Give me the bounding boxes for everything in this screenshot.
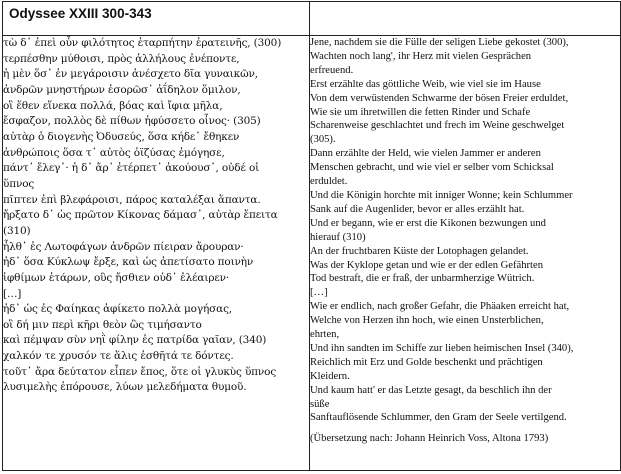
german-verse-line: An der fruchtbaren Küste der Lotophagen gelandet. xyxy=(310,245,529,257)
greek-verse-line: ἡ μὲν ὅσ᾽ ἐν μεγάροισιν ἀνέσχετο δῖα γυναικῶν, xyxy=(3,68,258,81)
german-verse-line: Wachten noch lang', ihr Herz mit vielen Gesprächen xyxy=(310,50,532,62)
document-table xyxy=(2,1,621,471)
greek-verse-line: πῖπτεν ἐπὶ βλεφάροισι, πάρος καταλέξαι ἅπαντα. xyxy=(3,193,261,206)
german-verse-line: Sank auf die Augenlider, bevor er alles erzählt hat. xyxy=(310,203,525,215)
greek-verse-line: τερπέσθην μύθοισι, πρὸς ἀλλήλους ἐνέποντε, xyxy=(3,52,240,65)
german-verse-line: Sanftauflösende Schlummer, den Gram der Seele vertilgend. xyxy=(310,412,567,424)
german-verse-line: Was der Kyklope getan und wie er der edlen Gefährten xyxy=(310,259,543,271)
greek-text xyxy=(3,36,309,396)
page-title: Odyssee XXIII 300-343 xyxy=(9,6,152,21)
greek-verse-line: ἠδ᾽ ὅσα Κύκλωψ ἔρξε, καὶ ὡς ἀπετίσατο ποινὴν xyxy=(3,256,254,269)
header-row xyxy=(3,2,621,36)
greek-verse-line: καὶ πέμψαν σὺν νηῒ φίλην ἐς πατρίδα γαῖαν, (340) xyxy=(3,334,267,347)
greek-verse-line: ἰφθίμων ἑτάρων, οὓς ἤσθιεν οὐδ᾽ ἐλέαιρεν· xyxy=(3,271,230,284)
title-cell xyxy=(3,2,310,36)
german-verse-line: Menschen gebracht, und wie viel er selber vom Schicksal xyxy=(310,162,554,174)
german-verse-line: Und kaum hatt' er das Letzte gesagt, da beschlich ihn der xyxy=(310,384,552,396)
german-verse-line: süße xyxy=(310,398,330,410)
german-translation xyxy=(310,36,620,425)
german-verse-line: Dann erzählte der Held, wie vielen Jammer er anderen xyxy=(310,148,541,160)
german-verse-line: Tod bestraft, die er fraß, der unbarmherzige Wütrich. xyxy=(310,273,535,285)
german-verse-line: Erst erzählte das göttliche Weib, wie viel sie im Hause xyxy=(310,78,541,90)
german-verse-line: Kleidern. xyxy=(310,370,350,382)
greek-verse-line: ἔσφαζον, πολλὸς δὲ πίθων ἠφύσσετο οἶνος· (305) xyxy=(3,115,261,128)
greek-verse-line: χαλκόν τε χρυσόν τε ἅλις ἐσθῆτά τε δόντες. xyxy=(3,350,234,363)
german-verse-line: Und er begann, wie er erst die Kikonen bezwungen und xyxy=(310,217,546,229)
greek-verse-line: τοῦτ᾽ ἄρα δεύτατον εἶπεν ἔπος, ὅτε οἱ γλυκὺς ὕπνος xyxy=(3,365,277,378)
greek-verse-line: ἀνθρώποις ὅσα τ᾽ αὐτὸς ὀϊζύσας ἐμόγησε, xyxy=(3,146,225,159)
german-verse-line: Wie sie um ihretwillen die fetten Rinder und Schafe xyxy=(310,106,531,118)
german-verse-line: erfreuend. xyxy=(310,64,354,76)
german-verse-line: Und die Königin horchte mit inniger Wonne; kein Schlummer xyxy=(310,189,573,201)
content-row xyxy=(3,36,621,471)
greek-verse-line: αὐτὰρ ὁ διογενὴς Ὀδυσεύς, ὅσα κήδε᾽ ἔθηκεν xyxy=(3,130,240,143)
german-verse-line: Wie er endlich, nach großer Gefahr, die Phäaken erreicht hat, xyxy=(310,301,570,313)
greek-verse-line: τὼ δ᾽ ἐπεὶ οὖν φιλότητος ἐταρπήτην ἐρατεινῆς, (300) xyxy=(3,37,282,49)
greek-verse-line: ἤρξατο δ᾽ ὡς πρῶτον Κίκονας δάμασ᾽, αὐτὰρ ἔπειτα xyxy=(3,209,278,222)
german-verse-line: Und ihn sandten im Schiffe zur lieben heimischen Insel (340), xyxy=(310,342,574,354)
translation-source: (Übersetzung nach: Johann Heinrich Voss, Altona 1793) xyxy=(310,433,549,445)
greek-verse-line: ἀνδρῶν μνηστήρων ἐσορῶσ᾽ ἀΐδηλον ὅμιλον, xyxy=(3,83,241,96)
german-verse-line: (305). xyxy=(310,134,336,146)
german-verse-line: Jene, nachdem sie die Fülle der seligen Liebe gekostet (300), xyxy=(310,37,569,48)
german-verse-line: hierauf (310) xyxy=(310,231,366,243)
greek-text-cell xyxy=(3,36,310,471)
german-verse-line: […] xyxy=(310,287,328,299)
german-verse-line: erduldet. xyxy=(310,176,348,188)
greek-verse-line: (310) xyxy=(3,224,31,237)
greek-verse-line: λυσιμελὴς ἐπόρουσε, λύων μελεδήματα θυμοῦ. xyxy=(3,381,247,394)
greek-verse-line: ὕπνος xyxy=(3,177,35,190)
german-text-cell xyxy=(310,36,621,471)
greek-verse-line: οἳ ἕθεν εἵνεκα πολλά, βόας καὶ ἴφια μῆλα, xyxy=(3,99,223,112)
german-verse-line: Von dem verwüstenden Schwarme der bösen Freier erduldet, xyxy=(310,92,569,104)
empty-header-cell xyxy=(310,2,621,36)
greek-verse-line: πάντ᾽ ἔλεγ᾽· ἡ δ᾽ ἄρ᾽ ἐτέρπετ᾽ ἀκούουσ᾽, οὐδέ οἱ xyxy=(3,162,260,175)
german-verse-line: Scharenweise geschlachtet und frech im Weine geschwelget xyxy=(310,120,565,132)
greek-verse-line: ἦλθ᾽ ἐς Λωτοφάγων ἀνδρῶν πίειραν ἄρουραν· xyxy=(3,240,244,253)
german-verse-line: Welche von Herzen ihn hoch, wie einen Unsterblichen, xyxy=(310,315,544,327)
german-verse-line: Reichlich mit Erz und Golde beschenkt und prächtigen xyxy=(310,356,543,368)
greek-verse-line: οἳ δή μιν περὶ κῆρι θεὸν ὣς τιμήσαντο xyxy=(3,318,202,331)
german-verse-line: ehrten, xyxy=(310,329,340,341)
greek-verse-line: […] xyxy=(3,287,22,300)
greek-verse-line: ἠδ᾽ ὡς ἐς Φαίηκας ἀφίκετο πολλὰ μογήσας, xyxy=(3,303,232,316)
